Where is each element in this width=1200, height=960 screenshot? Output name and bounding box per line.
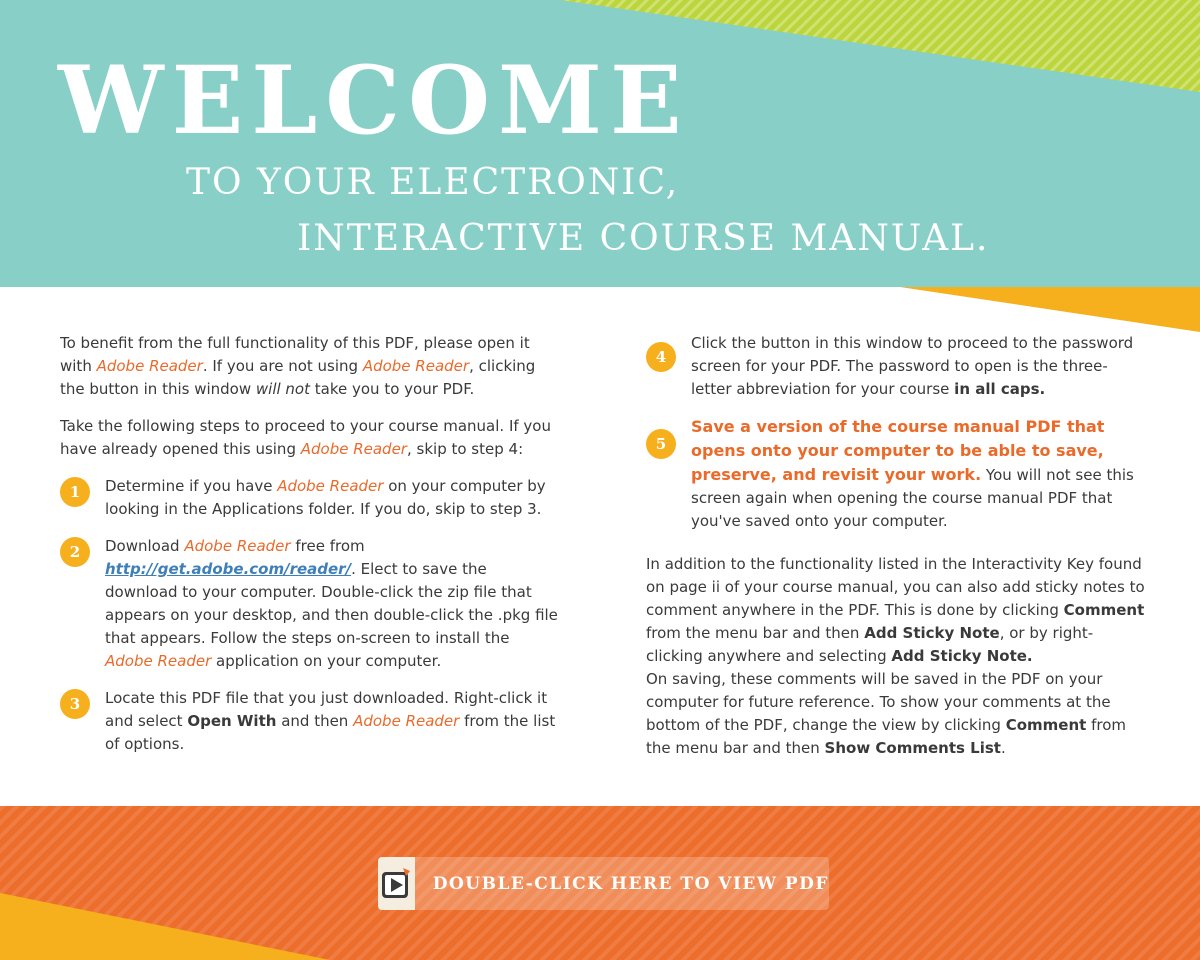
page-title: WELCOME	[58, 46, 690, 156]
intro-paragraph-2: Take the following steps to proceed to your course manual. If you have already opened this using Adobe Reader, skip to step 4:	[60, 417, 551, 458]
step-4: 4 Click the button in this window to proceed to the password screen for your PDF. The password to open is the three-letter abbreviation for your course in all caps.	[646, 332, 1146, 401]
step-number-badge: 4	[646, 342, 676, 372]
intro-paragraph-1: To benefit from the full functionality of this PDF, please open it with Adobe Reader. If you are not using Adobe Reader, clicking the button in this window will not take you to your PDF.	[60, 334, 536, 398]
play-icon	[378, 857, 415, 910]
sticky-notes-paragraph: In addition to the functionality listed in the Interactivity Key found on page ii of your course manual, you can also add sticky notes to comment anywhere in the PDF. This is done by clicking Comment from the menu bar and then Add Sticky Note, or by right-clicking anywhere and selecting Add Sticky Note. On saving, these comments will be saved in the PDF on your computer for future reference. To show your comments at the bottom of the PDF, change the view by clicking Comment from the menu bar and then Show Comments List.	[646, 555, 1145, 757]
step-3: 3 Locate this PDF file that you just downloaded. Right-click it and select Open With and then Adobe Reader from the list of options.	[60, 687, 560, 756]
step-number-badge: 2	[60, 537, 90, 567]
step-number-badge: 5	[646, 429, 676, 459]
step-1: 1 Determine if you have Adobe Reader on your computer by looking in the Applications folder. If you do, skip to step 3.	[60, 475, 560, 521]
view-pdf-button[interactable]	[378, 857, 829, 910]
right-column	[646, 332, 1146, 774]
header-yellow-wedge	[900, 287, 1200, 332]
adobe-reader-download-link[interactable]: http://get.adobe.com/reader/	[105, 560, 352, 578]
left-column	[60, 332, 560, 770]
step-number-badge: 3	[60, 689, 90, 719]
view-pdf-label: DOUBLE-CLICK HERE TO VIEW PDF	[432, 873, 829, 894]
subtitle-line-2: INTERACTIVE COURSE MANUAL.	[297, 218, 990, 259]
step-number-badge: 1	[60, 477, 90, 507]
step-2: 2 Download Adobe Reader free from http://get.adobe.com/reader/. Elect to save the download to your computer. Double-click the zip file that appears on your desktop, and then double-click the .pkg file that appears. Follow the steps on-screen to install the Adobe Reader application on your computer.	[60, 535, 560, 673]
subtitle-line-1: TO YOUR ELECTRONIC,	[186, 162, 680, 203]
step-5: 5 Save a version of the course manual PDF that opens onto your computer to be able to save, preserve, and revisit your work. You will not see this screen again when opening the course manual PDF that you've saved onto your computer.	[646, 415, 1146, 533]
